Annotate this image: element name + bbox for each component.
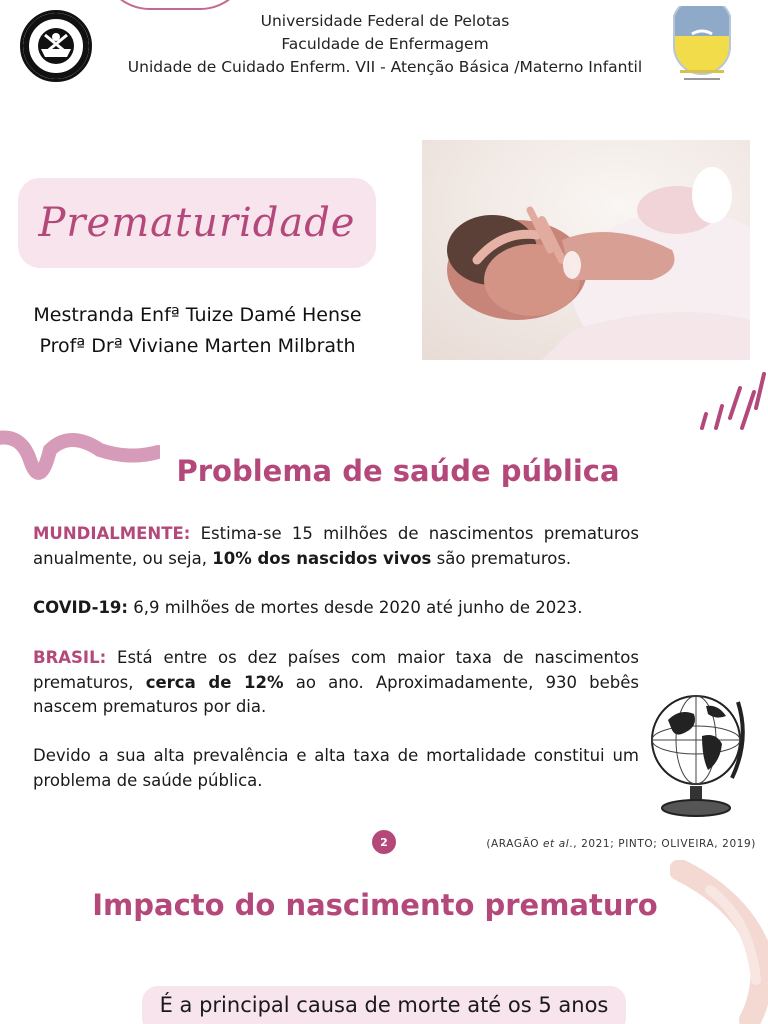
paragraph-conclusion: Devido a sua alta prevalência e alta taxa de mortalidade constitui um problema de saúde pública. [33,746,639,790]
text-brazil-bold: cerca de 12% [145,672,284,692]
text-worldwide-b: são prematuros. [431,548,572,568]
label-brazil: BRASIL: [33,648,107,667]
label-worldwide: MUNDIALMENTE: [33,524,191,543]
page-title: Prematuridade [38,200,356,246]
page-number-badge: 2 [372,830,396,854]
paragraph-covid [33,596,639,621]
nursing-faculty-logo [666,6,738,86]
author-2: Profª Drª Viviane Marten Milbrath [39,335,356,357]
author-1: Mestranda Enfª Tuize Damé Hense [33,304,362,326]
faculty-name: Faculdade de Enfermagem [281,35,489,53]
section-heading-impact: Impacto do nascimento prematuro [92,888,658,922]
citation [430,838,756,850]
decorative-brush-right [670,860,768,1024]
decorative-strokes [690,368,768,432]
university-name: Universidade Federal de Pelotas [260,12,510,30]
label-covid: COVID-19: [33,598,129,617]
text-worldwide-a: Estima-se 15 milhões de nascimentos prematuros anualmente, ou seja, [33,524,639,568]
text-brazil-a: Está entre os dez países com maior taxa de nascimentos prematuros, [33,648,639,692]
citation-et-al: et al [543,838,570,850]
highlight-text: É a principal causa de morte até os 5 anos [159,993,609,1017]
globe-icon [646,682,752,822]
highlight-card [142,986,626,1024]
title-card [18,178,376,268]
authors [0,300,395,362]
text-brazil-b: ao ano. Aproximadamente, 930 bebês nascem prematuros por dia. [33,672,639,716]
institution-header [100,10,670,79]
paragraph-worldwide [33,522,639,571]
section-heading-public-health: Problema de saúde pública [176,454,620,488]
decorative-arc [100,0,250,10]
ufpel-logo [20,10,92,82]
text-worldwide-bold: 10% dos nascidos vivos [212,548,432,568]
paragraph-brazil [33,646,639,720]
citation-part-b: ., 2021; PINTO; OLIVEIRA, 2019) [569,838,756,850]
premature-baby-photo [422,140,750,360]
text-covid: 6,9 milhões de mortes desde 2020 até junho de 2023. [128,598,583,617]
citation-part-a: (ARAGÃO [486,838,543,850]
unit-name: Unidade de Cuidado Enferm. VII - Atenção Básica /Materno Infantil [127,58,643,76]
